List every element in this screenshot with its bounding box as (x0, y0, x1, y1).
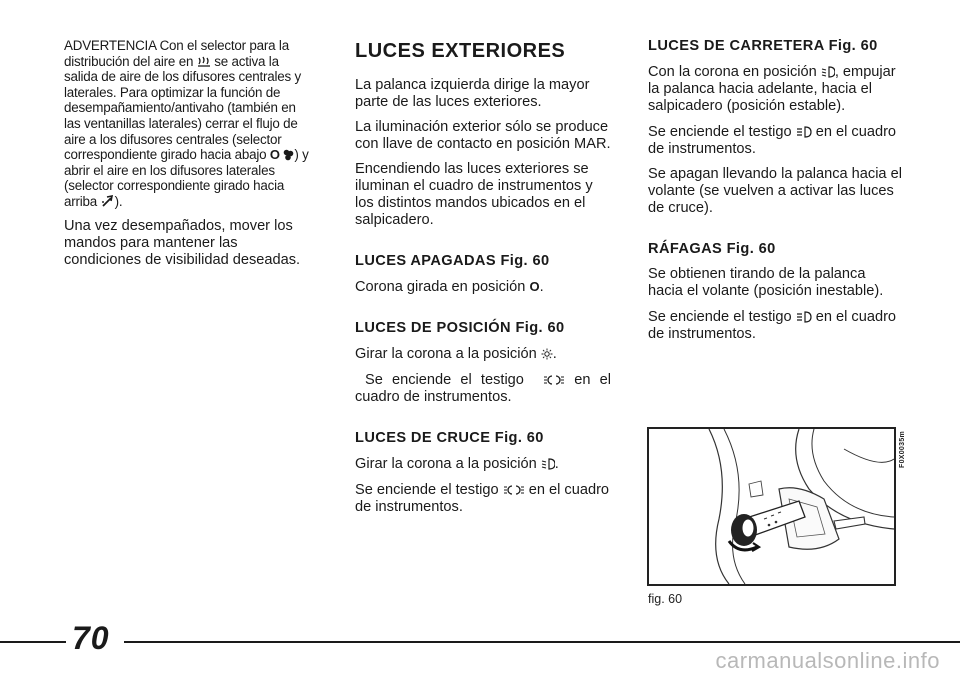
figure-code: F0X0035m (899, 430, 906, 468)
off-symbol: O (529, 279, 540, 294)
low-beam-lamp-icon (503, 481, 525, 498)
column-middle (355, 38, 611, 524)
low-beam-icon (821, 63, 835, 80)
lights-off-text: Corona girada en posición O. (355, 279, 544, 295)
steering-lever-drawing (649, 429, 894, 584)
lights-off-heading: LUCES APAGADAS Fig. 60 (355, 253, 550, 269)
page-number: 70 (72, 620, 110, 656)
position-lights-text: Girar la corona a la posición . (355, 346, 557, 362)
lever-illustration (647, 427, 896, 586)
watermark: carmanualsonline.info (715, 648, 940, 673)
low-beam-lamp-text: Se enciende el testigo en el cuadro de instrumentos. (355, 482, 610, 515)
high-beam-text: Con la corona en posición , empujar la palanca hacia adelante, hacia el salpicadero (posición estable). (648, 64, 896, 114)
high-beam-heading: LUCES DE CARRETERA Fig. 60 (648, 38, 878, 54)
intro-paragraph-3: Encendiendo las luces exteriores se iluminan el cuadro de instrumentos y los distintos mandos ubicados en el salpicadero. (355, 161, 593, 228)
sun-position-icon (541, 345, 553, 362)
defrost-paragraph: Una vez desempañados, mover los mandos para mantener las condiciones de visibilidad deseadas. (64, 217, 301, 268)
section-title: LUCES EXTERIORES (355, 40, 566, 62)
low-beam-heading: LUCES DE CRUCE Fig. 60 (355, 430, 544, 446)
high-beam-icon (796, 123, 812, 140)
column-left (64, 38, 312, 277)
position-lamp-text: Se enciende el testigo en el cuadro de instrumentos. (355, 372, 612, 405)
fan-icon (283, 147, 294, 163)
footer-rule-left (0, 641, 66, 643)
intro-paragraph-2: La iluminación exterior sólo se produce con llave de contacto en posición MAR. (355, 119, 611, 152)
intro-paragraph-1: La palanca izquierda dirige la mayor parte de las luces exteriores. (355, 77, 590, 110)
figure-caption: fig. 60 (648, 592, 683, 606)
position-lamp-icon (533, 371, 565, 388)
flash-heading: RÁFAGAS Fig. 60 (648, 241, 776, 257)
high-beam-off-text: Se apagan llevando la palanca hacia el volante (se vuelven a activar las luces de cruce). (648, 166, 902, 216)
position-lights-heading: LUCES DE POSICIÓN Fig. 60 (355, 320, 565, 336)
closed-symbol: O (269, 147, 280, 163)
defrost-vent-icon (197, 54, 211, 70)
flash-text: Se obtienen tirando de la palanca hacia el volante (posición inestable). (648, 266, 884, 299)
low-beam-text: Girar la corona a la posición . (355, 456, 559, 472)
column-right (648, 38, 904, 351)
open-vent-icon (101, 194, 115, 210)
low-beam-icon (541, 455, 555, 472)
high-beam-lamp-text: Se enciende el testigo en el cuadro de instrumentos. (648, 124, 897, 157)
high-beam-icon (796, 308, 812, 325)
footer-rule-right (124, 641, 960, 643)
flash-lamp-text: Se enciende el testigo en el cuadro de instrumentos. (648, 309, 897, 342)
warning-paragraph: ADVERTENCIA Con el selector para la distribución del aire en se activa la salida de aire de los difusores centrales y laterales. Para optimizar la función de desempañamiento/antivaho (también en las ventanillas laterales) cerrar el flujo de aire a los difusores centrales (selector correspondiente girado hacia abajo O ) y abrir el aire en los difusores laterales (selector correspondiente girado hacia arriba ). (64, 38, 309, 209)
